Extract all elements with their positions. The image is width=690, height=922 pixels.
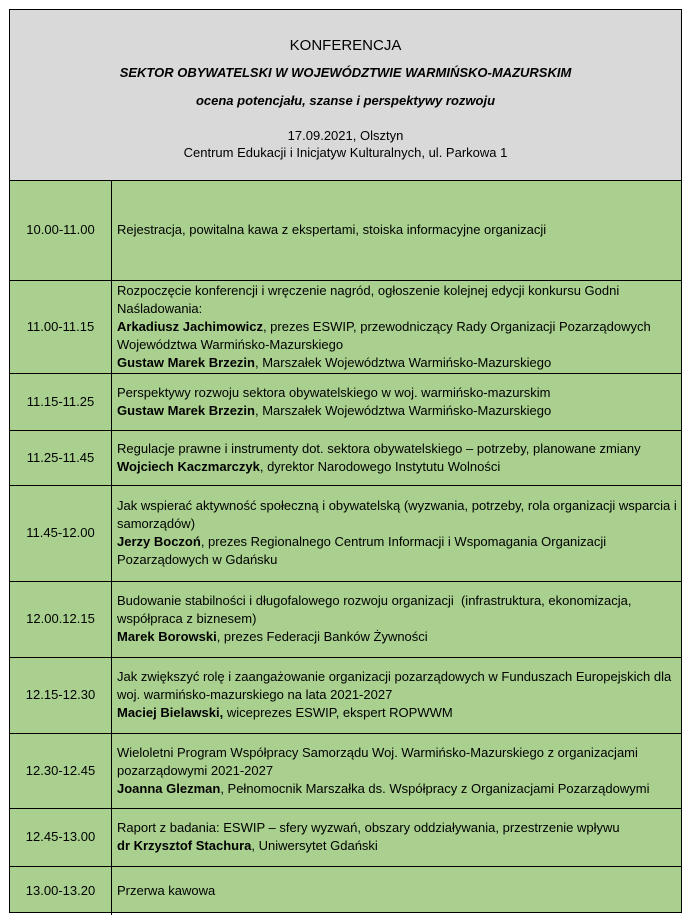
agenda-time: 12.45-13.00 xyxy=(10,808,112,866)
agenda-row xyxy=(10,733,681,808)
speaker-role: , Uniwersytet Gdański xyxy=(251,838,378,853)
conference-subtitle: SEKTOR OBYWATELSKI W WOJEWÓDZTWIE WARMIŃSKO-MAZURSKIM xyxy=(119,65,572,80)
speaker-name: Arkadiusz Jachimowicz xyxy=(117,318,263,334)
speaker-role: , prezes ESWIP, przewodniczący Rady Organizacji Pozarządowych Województwa Warmińsko-Mazurskiego xyxy=(117,318,655,352)
agenda-body xyxy=(10,181,681,915)
agenda-row xyxy=(10,430,681,485)
agenda-time: 12.30-12.45 xyxy=(10,733,112,808)
speaker-line xyxy=(117,318,677,354)
agenda-description xyxy=(112,430,682,485)
session-topic: Jak wspierać aktywność społeczną i obywatelską (wyzwania, potrzeby, rola organizacji wsparcia i samorządów) xyxy=(117,498,681,531)
speaker-name: Marek Borowski xyxy=(117,629,217,644)
speaker-line xyxy=(117,402,677,420)
speaker-line xyxy=(117,837,677,855)
agenda-time: 12.00.12.15 xyxy=(10,581,112,657)
speaker-line xyxy=(117,780,677,798)
speaker-name: Wojciech Kaczmarczyk xyxy=(117,458,260,474)
agenda-time: 12.15-12.30 xyxy=(10,657,112,733)
speaker-name: Gustaw Marek Brzezin xyxy=(117,354,255,370)
conference-date-place: 17.09.2021, Olsztyn xyxy=(287,128,404,143)
agenda-row xyxy=(10,581,681,657)
session-topic: Wieloletni Program Współpracy Samorządu Woj. Warmińsko-Mazurskiego z organizacjami pozarządowymi 2021-2027 xyxy=(117,744,642,778)
speaker-role: , Marszałek Województwa Warmińsko-Mazurskiego xyxy=(255,402,552,418)
agenda-description xyxy=(112,581,682,657)
agenda-description xyxy=(112,733,682,808)
agenda-description xyxy=(112,657,682,733)
speaker-role: , Pełnomocnik Marszałka ds. Współpracy z Organizacjami Pozarządowymi xyxy=(220,780,650,796)
conference-venue: Centrum Edukacji i Inicjatyw Kulturalnych, ul. Parkowa 1 xyxy=(183,145,508,160)
agenda-time: 11.00-11.15 xyxy=(10,280,112,373)
agenda-description xyxy=(112,280,682,373)
conference-title: KONFERENCJA xyxy=(289,37,402,54)
program-header xyxy=(10,10,681,181)
speaker-name: Joanna Glezman xyxy=(117,780,221,796)
speaker-line xyxy=(117,704,677,722)
speaker-name: Gustaw Marek Brzezin xyxy=(117,402,255,418)
session-topic: Rejestracja, powitalna kawa z ekspertami, stoiska informacyjne organizacji xyxy=(117,222,547,238)
agenda-description xyxy=(112,808,682,866)
agenda-time: 11.45-12.00 xyxy=(10,485,112,581)
agenda-time: 11.15-11.25 xyxy=(10,373,112,430)
speaker-name: dr Krzysztof Stachura xyxy=(117,838,252,853)
agenda-table xyxy=(10,181,681,915)
conference-tagline: ocena potencjału, szanse i perspektywy rozwoju xyxy=(195,93,496,108)
speaker-name: Maciej Bielawski, xyxy=(117,705,224,720)
agenda-description xyxy=(112,181,682,280)
agenda-row xyxy=(10,657,681,733)
agenda-row xyxy=(10,280,681,373)
session-topic: Budowanie stabilności i długofalowego rozwoju organizacji (infrastruktura, ekonomizacja, współpraca z biznesem) xyxy=(117,593,636,626)
speaker-line xyxy=(117,533,677,569)
agenda-description xyxy=(112,373,682,430)
speaker-line xyxy=(117,458,677,476)
agenda-time: 11.25-11.45 xyxy=(10,430,112,485)
speaker-name: Jerzy Boczoń xyxy=(117,534,201,549)
session-topic: Rozpoczęcie konferencji i wręczenie nagród, ogłoszenie kolejnej edycji konkursu Godni Naśladowania: xyxy=(117,282,623,316)
session-topic: Przerwa kawowa xyxy=(117,882,216,898)
speaker-line xyxy=(117,628,677,646)
speaker-role: , Marszałek Województwa Warmińsko-Mazurskiego xyxy=(255,354,552,370)
session-topic: Regulacje prawne i instrumenty dot. sektora obywatelskiego – potrzeby, planowane zmiany xyxy=(117,440,641,456)
conference-program-sheet xyxy=(9,9,682,913)
agenda-time: 10.00-11.00 xyxy=(10,181,112,280)
session-topic: Perspektywy rozwoju sektora obywatelskiego w woj. warmińsko-mazurskim xyxy=(117,384,551,400)
speaker-role: , dyrektor Narodowego Instytutu Wolności xyxy=(259,458,501,474)
agenda-description xyxy=(112,485,682,581)
agenda-row xyxy=(10,866,681,915)
speaker-line xyxy=(117,354,677,372)
agenda-row xyxy=(10,808,681,866)
session-topic: Raport z badania: ESWIP – sfery wyzwań, obszary oddziaływania, przestrzenie wpływu xyxy=(117,820,620,835)
agenda-time: 13.00-13.20 xyxy=(10,866,112,915)
speaker-role: , prezes Federacji Banków Żywności xyxy=(216,629,428,644)
session-topic: Jak zwiększyć rolę i zaangażowanie organizacji pozarządowych w Funduszach Europejskich dla woj. warmińsko-mazurskiego na lata 2021-2027 xyxy=(117,669,675,702)
speaker-role: wiceprezes ESWIP, ekspert ROPWWM xyxy=(223,705,453,720)
agenda-row xyxy=(10,181,681,280)
agenda-row xyxy=(10,485,681,581)
agenda-description xyxy=(112,866,682,915)
speaker-role: , prezes Regionalnego Centrum Informacji i Wspomagania Organizacji Pozarządowych w Gdańsku xyxy=(117,534,610,567)
agenda-row xyxy=(10,373,681,430)
